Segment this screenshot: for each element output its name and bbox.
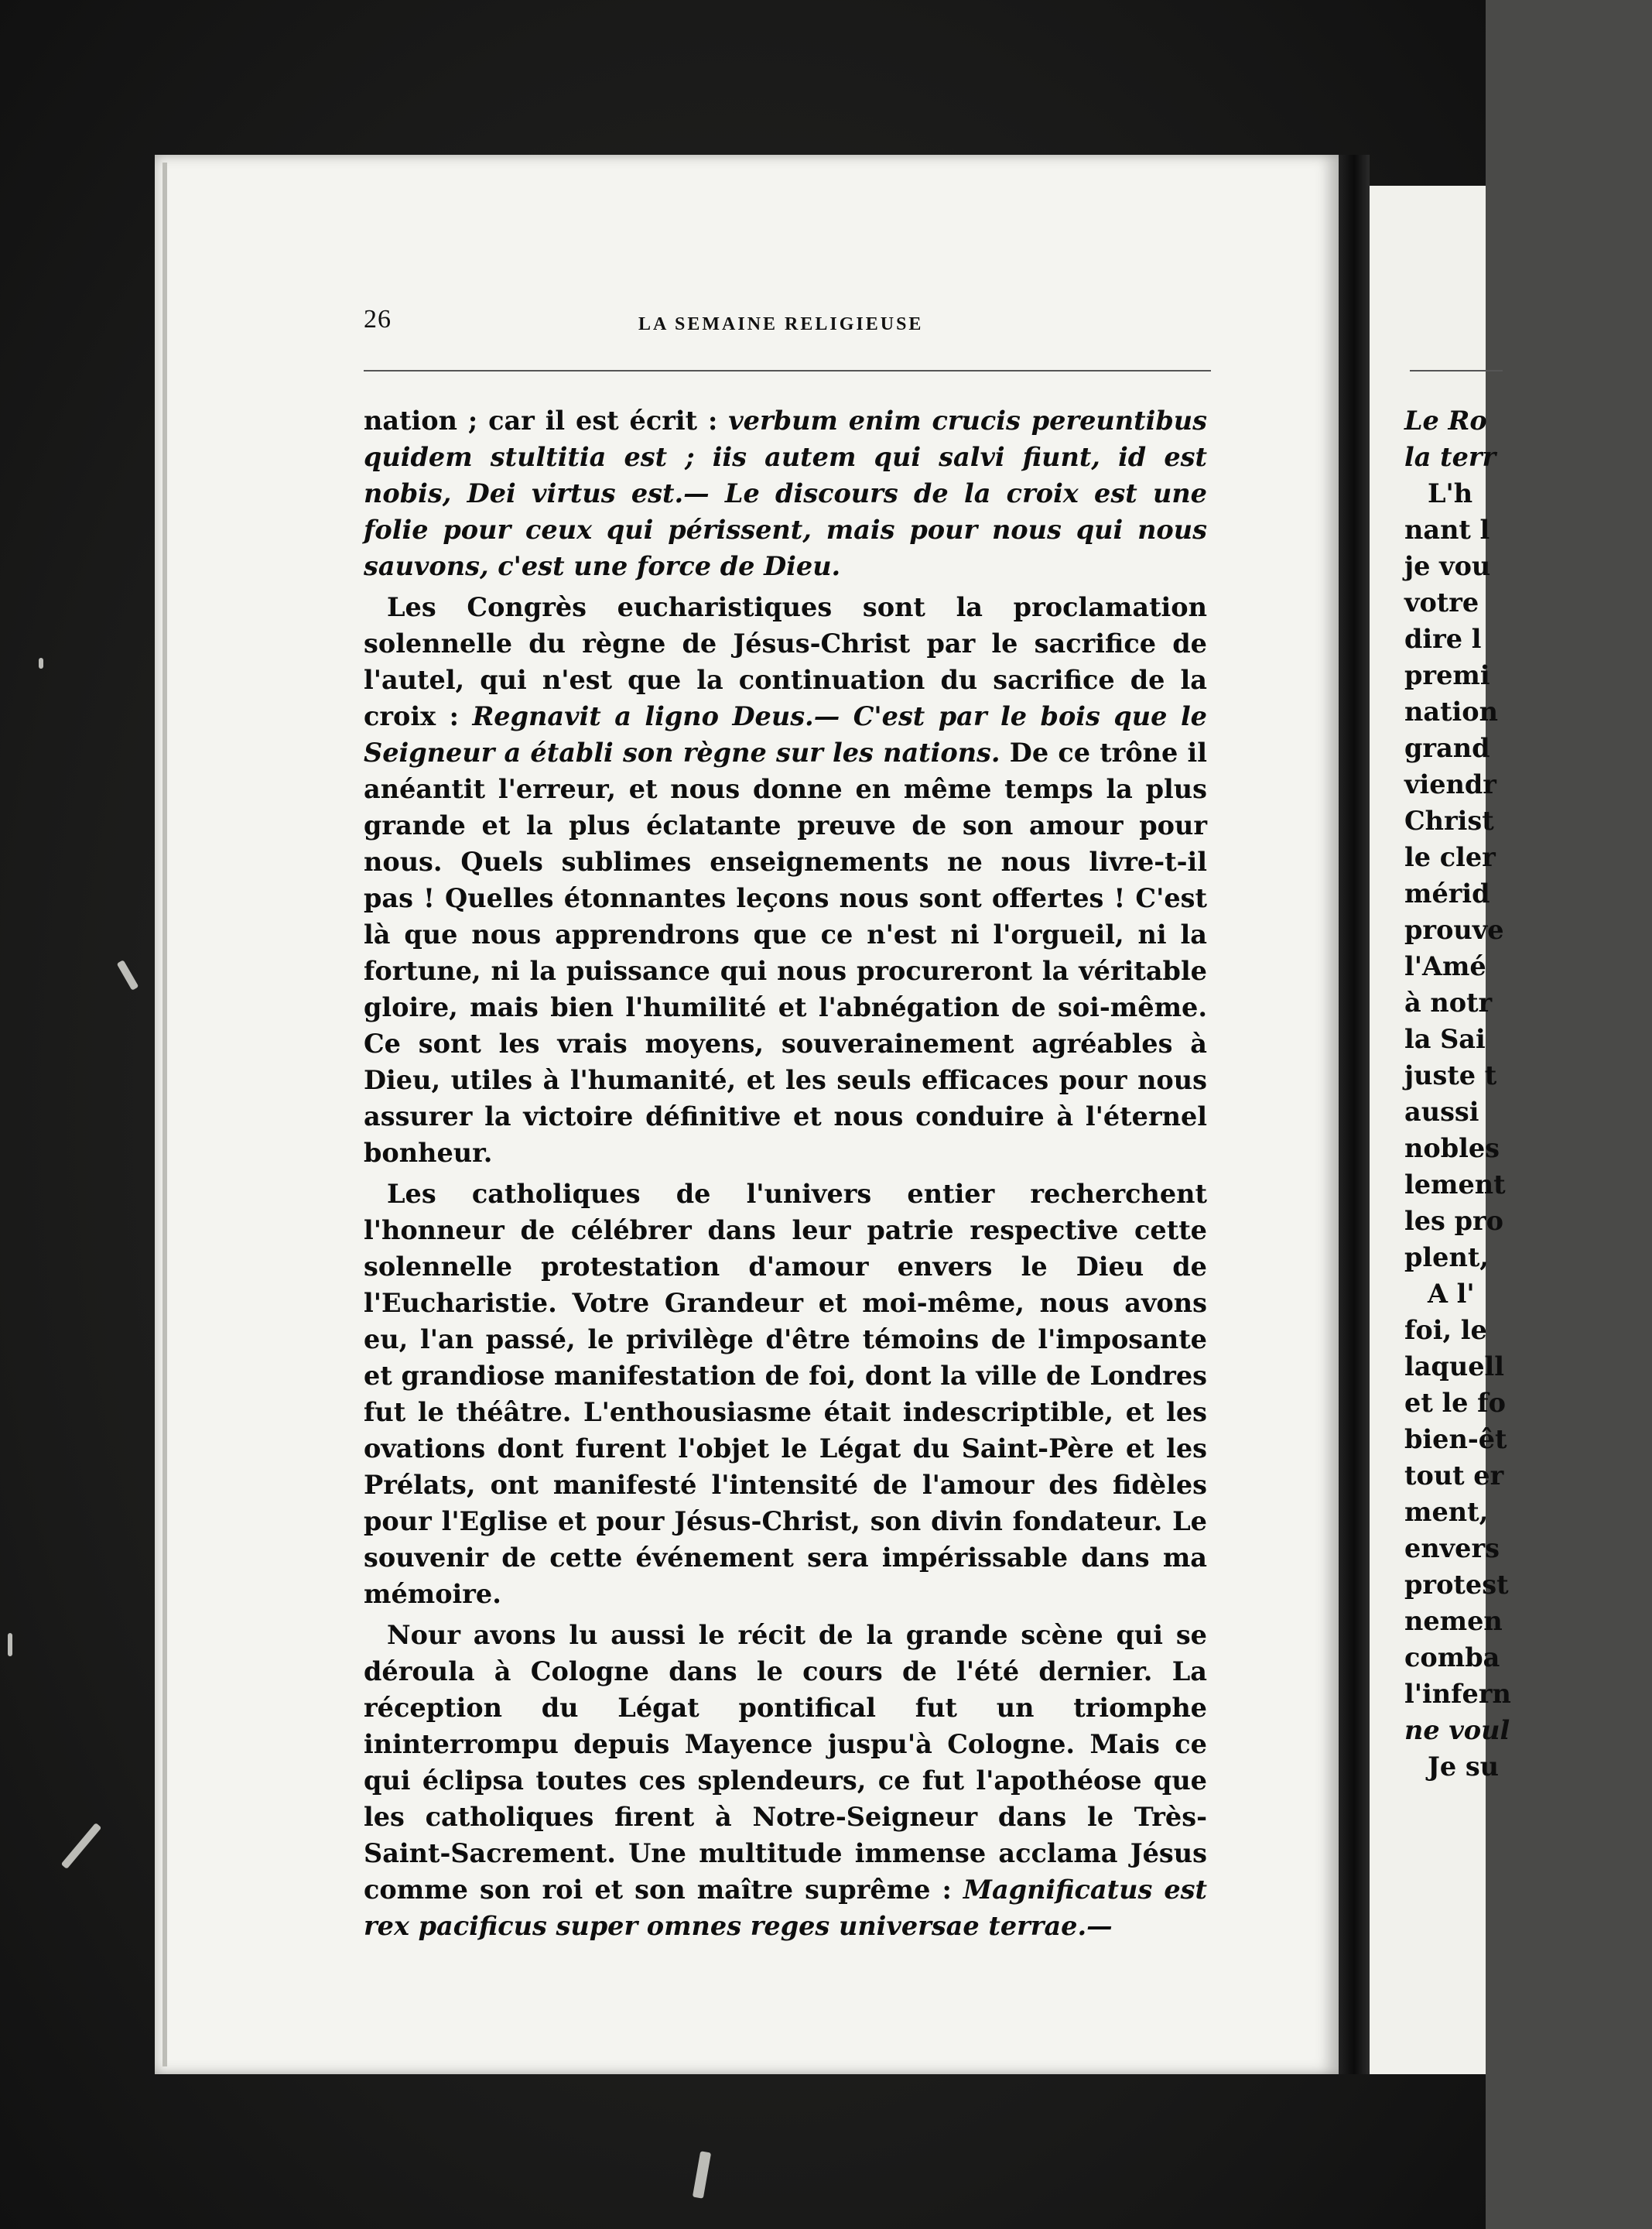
film-scratch [39,658,43,669]
body-text [364,402,1207,1949]
header-rule [364,370,1211,372]
right-page-line: Je su [1428,1751,1500,1782]
right-page-line: A l' [1428,1279,1475,1309]
right-page-line: nant l [1404,515,1490,545]
right-page-line: nemen [1404,1606,1503,1636]
right-page-line: comba [1404,1642,1500,1673]
right-page-line: l'Amé [1404,951,1486,981]
right-page-line: je vou [1404,551,1491,581]
right-page-line: bien-êt [1404,1424,1507,1454]
page-number: 26 [364,305,392,334]
right-page-line: lement [1404,1169,1506,1200]
header-rule-right [1410,370,1503,372]
paragraph-text: De ce trône il anéantit l'erreur, et nous donne en même temps la plus grande et la plus éclatante preuve de son amour pour nous. Quels sublimes enseignements ne nous livre-t-il pas ! Quelles étonnantes leçons nous sont offertes ! C'est là que nous apprendrons que ce n'est ni l'orgueil, ni la fortune, ni la puissance qui nous procureront la véritable gloire, mais bien l'humilité et l'abnégation de soi-même. Ce sont les vrais moyens, souverainement agréables à Dieu, utiles à l'humanité, et les seuls efficaces pour nous assurer la victoire définitive et nous conduire à l'éternel bonheur. [364,738,1207,1168]
right-page-line: Le Ro [1404,406,1487,436]
right-page-line: ment, [1404,1497,1489,1527]
right-page-line: foi, le [1404,1315,1487,1345]
right-page-line: nation [1404,697,1498,727]
right-page-line: les pro [1404,1206,1503,1236]
right-page-line: l'infern [1404,1679,1511,1709]
paragraph-text: Nour avons lu aussi le récit de la grande scène qui se déroula à Cologne dans le cours de l'été dernier. La réception du Légat pontifical fut un triomphe ininterrompu depuis Mayence juspu'à Cologne. Mais ce qui éclipsa toutes ces splendeurs, ce fut l'apothéose que les catholiques firent à Notre-Seigneur dans le Très-Saint-Sacrement. Une multitude immense acclama Jésus comme son roi et son maître suprême : [364,1620,1207,1905]
right-page-line: plent, [1404,1242,1489,1272]
paragraph-text: nation ; car il est écrit : [364,406,729,436]
right-page-line: viendr [1404,769,1496,799]
paragraph-text: Les catholiques de l'univers entier recherchent l'honneur de célébrer dans leur patrie respective cette solennelle protestation d'amour envers le Dieu de l'Eucharistie. Votre Grandeur et moi-même, nous avons eu, l'an passé, le privilège d'être témoins de l'imposante et grandiose manifestation de foi, dont la ville de Londres fut le théâtre. L'enthousiasme était indescriptible, et les ovations dont furent l'objet le Légat du Saint-Père et les Prélats, ont manifesté l'intensité de l'amour des fidèles pour l'Eglise et pour Jésus-Christ, son divin fondateur. Le souvenir de cette événement sera impérissable dans ma mémoire. [364,1179,1207,1609]
film-scratch [8,1633,12,1656]
right-page-line: la Sai [1404,1024,1486,1054]
right-page-line: le cler [1404,842,1496,872]
right-page-line: mérid [1404,878,1490,909]
right-page-line: tout er [1404,1460,1504,1491]
right-page-line: envers [1404,1533,1500,1563]
right-page-line: nobles [1404,1133,1500,1163]
journal-title: LA SEMAINE RELIGIEUSE [638,314,924,334]
right-page-line: Christ [1404,806,1494,836]
book-gutter [1339,155,1370,2074]
right-page-text [1404,402,1652,1785]
right-page-line: L'h [1428,478,1473,508]
right-page-line: à notr [1404,988,1493,1018]
right-page-line: dire l [1404,624,1482,654]
right-page-line: votre [1404,587,1479,618]
right-page-line: protest [1404,1570,1509,1600]
paragraph-2 [364,589,1207,1171]
latin-quote: verbum enim crucis pereuntibus quidem stultitia est ; iis autem qui salvi fiunt, id est nobis, Dei virtus est.— Le discours de la croix est une folie pour ceux qui périssent, mais pour nous qui nous sauvons, c'est une force de Dieu. [364,406,1207,581]
latin-quote: Magnificatus est rex pacificus super omnes reges universae terrae.— [364,1875,1207,1941]
right-page-line: premi [1404,660,1490,690]
right-page-line: ne voul [1404,1715,1510,1745]
right-page-line: et le fo [1404,1388,1506,1418]
running-header [364,302,1215,348]
paragraph-4 [364,1617,1207,1944]
page-edge [162,163,167,2066]
paragraph-3 [364,1176,1207,1612]
latin-quote: Regnavit a ligno Deus.— C'est par le bois que le Seigneur a établi son règne sur les nations. [364,701,1207,768]
paragraph-1 [364,402,1207,584]
right-page-line: juste t [1404,1060,1497,1091]
right-page-line: grand [1404,733,1490,763]
right-page-line: la terr [1404,442,1496,472]
right-page-line: laquell [1404,1351,1504,1382]
right-page-line: aussi [1404,1097,1479,1127]
right-page-line: prouve [1404,915,1504,945]
paragraph-text: Les Congrès eucharistiques sont la proclamation solennelle du règne de Jésus-Christ par le sacrifice de l'autel, qui n'est que la continuation du sacrifice de la croix : [364,592,1207,731]
